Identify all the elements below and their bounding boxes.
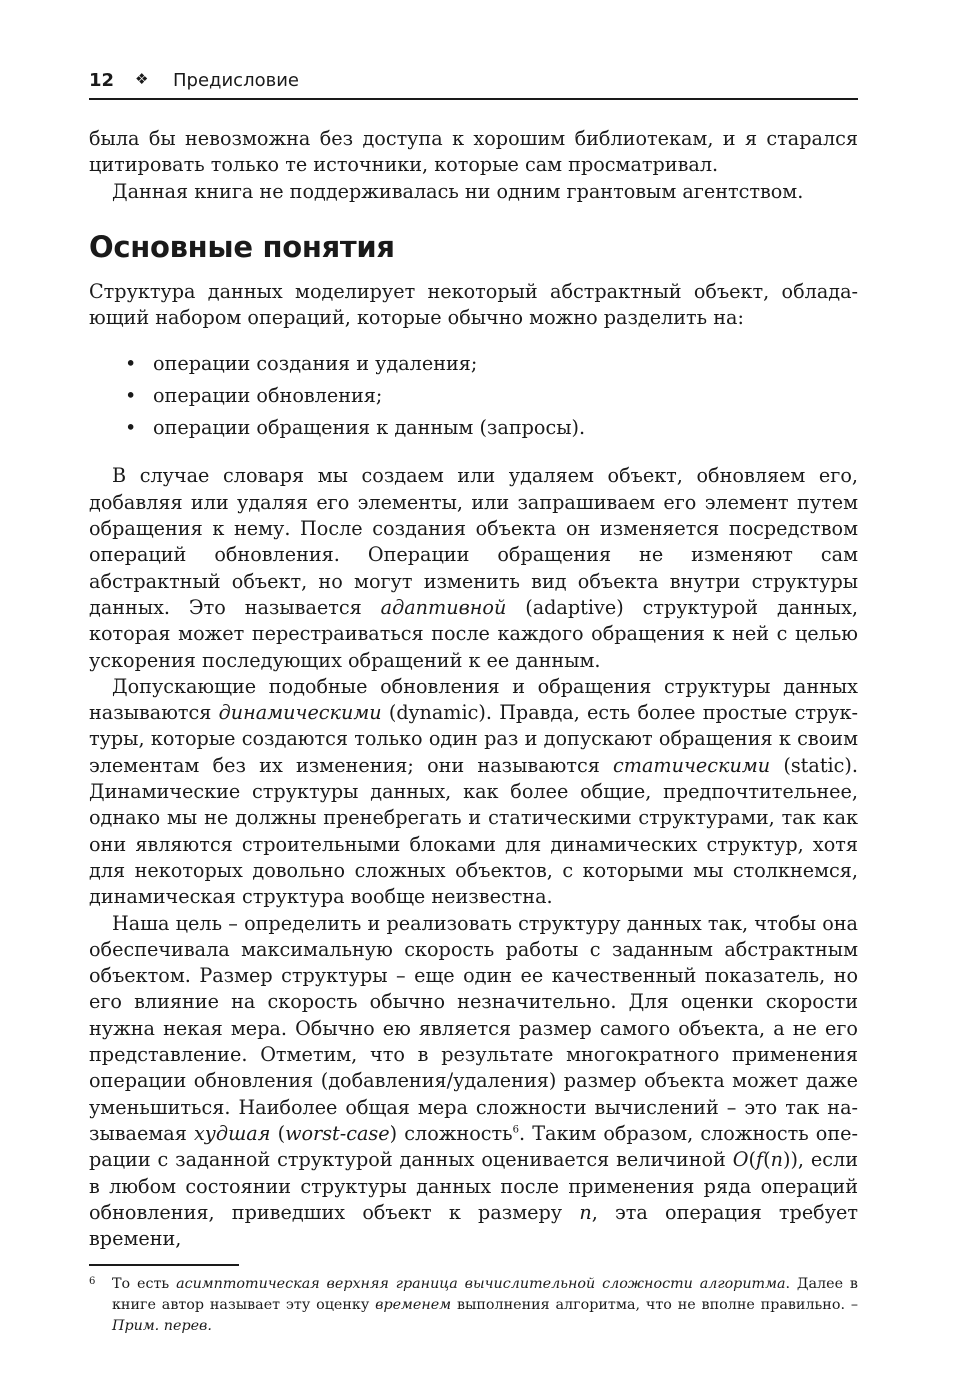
term-worst: худшая	[193, 1121, 271, 1145]
text-run: (dynamic). Правда, есть более простые структуры, которые создаются только один раз и допускают обращения к своим элементам без их изменения; они называются	[89, 701, 858, 777]
list-item-text: операции создания и удаления;	[153, 352, 478, 376]
section-heading: Основные понятия	[89, 229, 395, 264]
paragraph-continued: была бы невозможна без доступа к хорошим библиотекам, и я старался цитировать только те источники, которые сам просматривал.	[89, 127, 858, 177]
bullet-icon: •	[125, 352, 137, 376]
text-run: выполнения алгоритма, что не вполне правильно. –	[451, 1297, 858, 1314]
list-item-text: операции обращения к данным (запросы).	[153, 416, 586, 440]
list-item	[89, 348, 858, 380]
text-run: (adaptive) структурой данных, которая может перестраиваться после каждого обращения к ней с целью ускорения последующих обращений к ее данным.	[89, 595, 858, 672]
text-run: (	[270, 1121, 286, 1145]
section-title: Предисловие	[173, 70, 299, 91]
formula-paren: (	[748, 1148, 756, 1172]
term-dynamic: динамическими	[218, 701, 382, 725]
formula-f: f	[755, 1148, 764, 1172]
variable-n: n	[579, 1200, 592, 1224]
translator-note: Прим. перев.	[112, 1318, 212, 1335]
list-item	[89, 412, 858, 444]
footnote-term: временем	[375, 1297, 452, 1314]
bullet-icon: •	[125, 416, 137, 440]
text-run: в любом состоянии структуры данных после применения ряда операций обновления, приведших объект к размеру	[89, 1174, 858, 1224]
paragraph-goal	[89, 911, 858, 1253]
footnote-ref[interactable]: 6	[512, 1124, 519, 1136]
paragraph-dictionary	[89, 463, 858, 673]
ornament-icon: ❖	[135, 70, 149, 88]
text-run: То есть	[112, 1276, 177, 1293]
term-adaptive: адаптивной	[380, 595, 507, 619]
formula-o: O	[732, 1148, 749, 1172]
text-run: . Таким образом, сложность операции с заданной структурой данных оценивается величиной	[89, 1121, 858, 1172]
text-run: ) сложность	[389, 1121, 513, 1145]
formula-paren: (	[763, 1148, 771, 1172]
text-run: , эта операция требует времени,	[89, 1200, 858, 1251]
footnote-divider	[89, 1264, 239, 1266]
text-run: В случае словаря мы создаем или удаляем объект, обновляем его, добавляя или удаляя его элементы, или запрашиваем его элемент путем обращения к нему. После создания объекта он изменяется посредством операций обновления. Операции обращения не изменяют сам абстрактный объект, но могут изменить вид объекта внутри структуры данных. Это называется	[89, 464, 858, 619]
paragraph-dynamic	[89, 674, 858, 911]
body-text	[89, 126, 858, 1252]
operations-list	[89, 348, 858, 444]
text-run: . Далее в книге автор называет эту оценку	[112, 1276, 858, 1314]
footnote-term: асимптотическая верхняя граница вычислительной сложности алгоритма	[176, 1276, 786, 1293]
term-worst-case: worst-case	[285, 1121, 390, 1145]
running-head	[89, 64, 858, 100]
text-run: Наша цель – определить и реализовать структуру данных так, чтобы она обеспечивала максимальную скорость работы с заданным абстрактным объектом. Размер структуры – еще один ее качественный показатель, но его влияние на скорость обычно незначительно. Для оценки скорости нужна некая мера. Обычно ею является размер самого объекта, а не его представление. Отметим, что в результате многократного применения операции обновления (добавления/удаления) размер объекта может даже уменьшиться. Наиболее общая мера сложности вычислений – это так называемая	[89, 911, 858, 1145]
bullet-icon: •	[125, 384, 137, 408]
book-page	[89, 64, 858, 1337]
term-static: статическими	[613, 753, 771, 777]
text-run: )), если	[782, 1148, 859, 1172]
text-run: Допускающие подобные обновления и обращения структуры данных называются	[89, 674, 858, 725]
footnote-number: 6	[89, 1276, 96, 1288]
list-item	[89, 380, 858, 412]
list-item-text: операции обновления;	[153, 384, 383, 408]
paragraph-grant: Данная книга не поддерживалась ни одним грантовым агентством.	[112, 179, 804, 203]
footnote	[89, 1274, 858, 1337]
formula-n: n	[770, 1148, 783, 1172]
paragraph-intro: Структура данных моделирует некоторый абстрактный объект, обладающий набором операций, которые обычно можно разделить на:	[89, 279, 858, 330]
text-run: (static). Динамические структуры данных, как более общие, предпочтительнее, однако мы не должны пренебрегать и статическими структурами, так как они являются строительными блоками для динамических структур, хотя для некоторых довольно сложных объектов, с которыми мы столкнемся, динамическая структура вообще неизвестна.	[89, 753, 859, 909]
page-number: 12	[89, 70, 115, 91]
